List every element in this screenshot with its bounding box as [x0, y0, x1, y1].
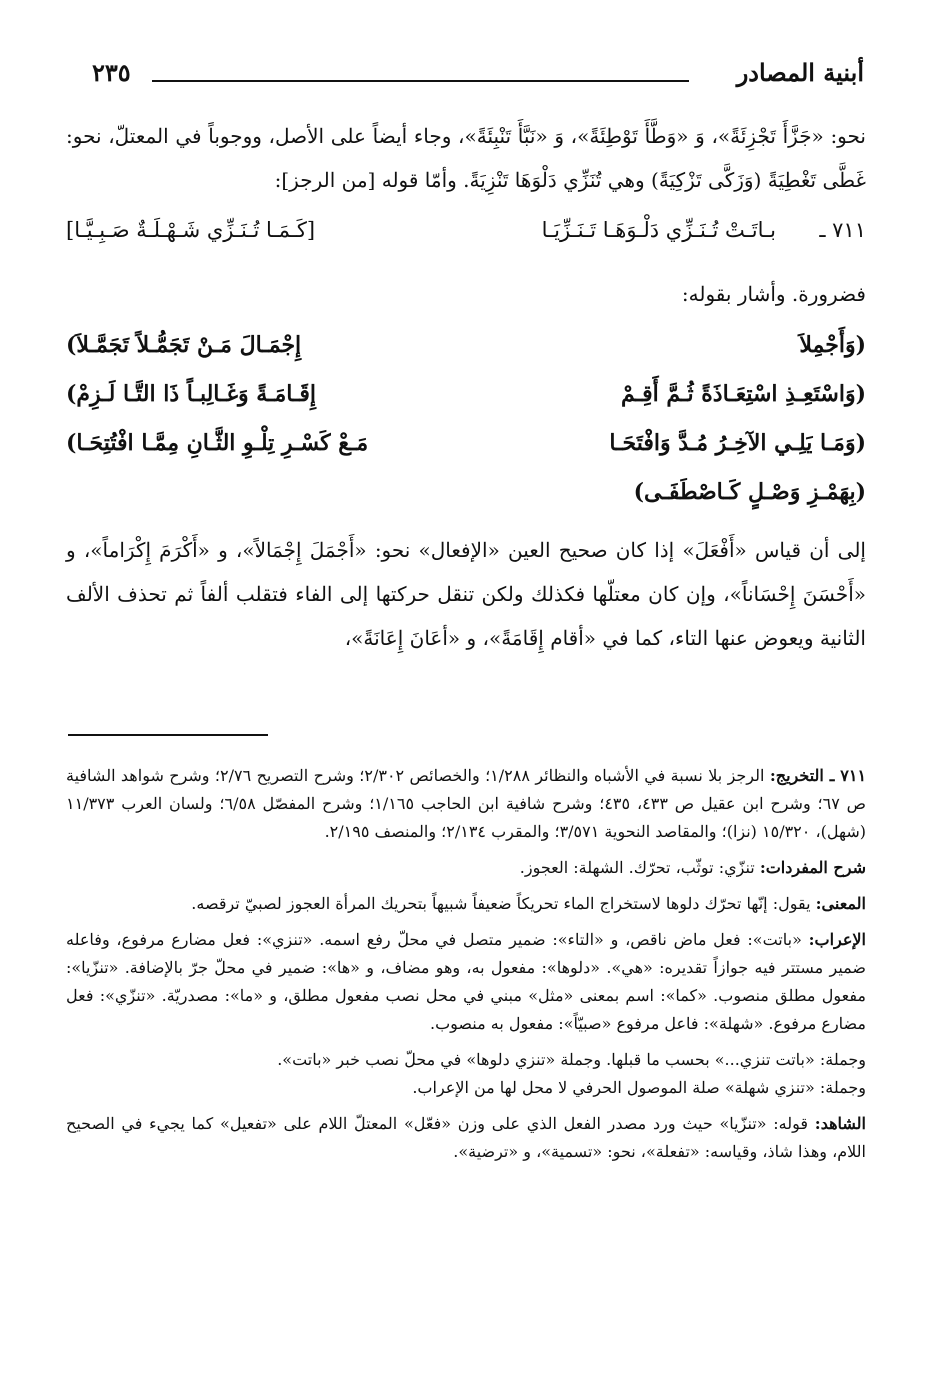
alfiyya-first-hemistich: (وَأَجْمِلاَ — [799, 332, 866, 358]
footnote-takhrij — [66, 762, 866, 846]
alfiyya-line — [66, 430, 866, 479]
alfiyya-second-hemistich: مَـعْ كَسْـرِ تِلْـوِ الثَّـانِ مِمَّـا افْتُتِحَـا) — [66, 430, 369, 456]
mufradat-text: تنزّي: توثّب، تحرّك. الشهلة: العجوز. — [519, 858, 755, 877]
jumla-text-1: وجملة: «باتت تنزي...» بحسب ما قبلها. وجملة «تنزي دلوها» في محلّ نصب خبر «باتت». — [277, 1050, 866, 1069]
footnote-irab — [66, 926, 866, 1038]
paragraph-main: إلى أن قياس «أَفْعَلَ» إذا كان صحيح العين «الإفعال» نحو: «أَجْمَلَ إِجْمَالاً»، و «أَكْرَمَ إِكْرَاماً»، و «أَحْسَنَ إِحْسَاناً»، وإن كان معتلّها فكذلك ولكن تنقل حركتها إلى الفاء فتقلب ألفاً ثم تحذف الألف الثانية ويعوض عنها التاء، كما في «أقام إِقَامَةً»، و «أعَانَ إِعَانَةً»، — [66, 538, 866, 650]
page-number: ٢٣٥ — [92, 58, 131, 87]
alfiyya-first-hemistich: (وَمَـا يَلِـي الآخِـرُ مُـدَّ وَافْتَحَـا — [609, 430, 866, 456]
alfiyya-verses — [66, 332, 866, 528]
shahid-text: قوله: «تنزّيا» حيث ورد مصدر الفعل الذي على وزن «فعّل» المعتلّ اللام على «تفعيل» كما يجيء في الصحيح اللام، وهذا شاذ، وقياسه: «تفعلة»، نحو: «تسمية»، و «ترضية». — [66, 1114, 866, 1161]
alfiyya-line — [66, 479, 866, 528]
footnotes — [66, 762, 866, 1174]
paragraph-intro: نحو: «جَزَّأَ تَجْزِئَةً»، وَ «وَطَّأَ تَوْطِئَةً»، وَ «نَبَّأَ تَنْبِئَةً»، وجاء أيضاً على الأصل، ووجوباً في المعتلّ، نحو: غَطَّى تَغْطِيَةً (وَزَكَّى تَزْكِيَةً) وهي تُنَزِّي دَلْوَهَا تَنْزِيَةً. وأمّا قوله [من الرجز]: — [66, 124, 866, 192]
alfiyya-second-hemistich: إِقَـامَـةً وَغَـالِبـاً ذَا التَّـا لَـزِمْ) — [66, 381, 317, 407]
irab-text: «باتت»: فعل ماض ناقص، و «التاء»: ضمير متصل في محلّ رفع اسمه. «تنزي»: فعل مضارع مرفوع، وفاعله ضمير مستتر فيه جوازاً تقديره: «هي». «دلوها»: مفعول به، وهو مضاف، و «ها»: ضمير في محلّ جرّ بالإضافة. «تنزّيا»: مفعول مطلق منصوب. «كما»: اسم بمعنى «مثل» مبني في محل نصب مفعول مطلق، و «ما»: مصدريّة. «تنزّي»: فعل مضارع مرفوع. «شهلة»: فاعل مرفوع «صبيّاً»: مفعول به منصوب. — [66, 930, 867, 1033]
after-verse-text: فضرورة. وأشار بقوله: — [681, 282, 866, 306]
jumla-text-2: وجملة: «تنزي شهلة» صلة الموصول الحرفي لا محل لها من الإعراب. — [412, 1078, 866, 1097]
footnote-jumla — [66, 1046, 866, 1074]
header-rule — [152, 80, 689, 82]
footnote-mufradat — [66, 854, 866, 882]
footnote-jumla-2 — [66, 1074, 866, 1102]
alfiyya-first-hemistich: (وَاسْتَعِـذِ اسْتِعَـاذَةً ثُـمَّ أَقِـمْ — [621, 381, 866, 407]
footnote-separator — [68, 734, 268, 736]
maana-label: المعنى: — [815, 894, 866, 913]
chapter-title: أبنية المصادر — [736, 58, 864, 87]
running-header — [92, 58, 864, 98]
irab-label: الإعراب: — [808, 930, 866, 949]
shahid-label: الشاهد: — [814, 1114, 866, 1133]
footnote-maana — [66, 890, 866, 918]
verse-number: ٧١١ ـ — [819, 218, 866, 242]
takhrij-text: الرجز بلا نسبة في الأشباه والنظائر ١/٢٨٨؛ والخصائص ٢/٣٠٢؛ وشرح التصريح ٢/٧٦؛ وشرح شواهد الشافية ص ٦٧؛ وشرح ابن عقيل ص ٤٣٣، ٤٣٥؛ وشرح شافية ابن الحاجب ١/١٦٥؛ وشرح المفصّل ٦/٥٨؛ ولسان العرب ١١/٣٧٣ (شهل)، ١٥/٣٢٠ (نزا)؛ والمقاصد النحوية ٣/٥٧١؛ والمقرب ٢/١٣٤؛ والمنصف ٢/١٩٥. — [66, 766, 867, 841]
maana-text: يقول: إنّها تحرّك دلوها لاستخراج الماء تحريكاً ضعيفاً شبيهاً بتحريك المرأة العجوز لصبيّ ترقصه. — [191, 894, 811, 913]
verse-second-hemistich: [كَـمَـا تُـنَـزِّي شَـهْـلَـةٌ صَـبِـيَّـا] — [66, 218, 316, 242]
takhrij-label: ٧١١ ـ التخريج: — [769, 766, 867, 785]
alfiyya-line — [66, 381, 866, 430]
mufradat-label: شرح المفردات: — [759, 858, 866, 877]
verse-711 — [66, 218, 866, 264]
footnote-shahid — [66, 1110, 866, 1166]
alfiyya-second-hemistich: إِجْمَـالَ مَـنْ تَجَمُّـلاً تَجَمَّـلاَ) — [66, 332, 302, 358]
alfiyya-first-hemistich: (بِهَمْـزِ وَصْـلٍ كَـاصْطَفَـى) — [633, 479, 866, 505]
verse-first-hemistich: بـاتَـتْ تُـنَـزِّي دَلْـوَهَـا تَـنَـزِّيَـا — [541, 218, 776, 242]
alfiyya-line — [66, 332, 866, 381]
